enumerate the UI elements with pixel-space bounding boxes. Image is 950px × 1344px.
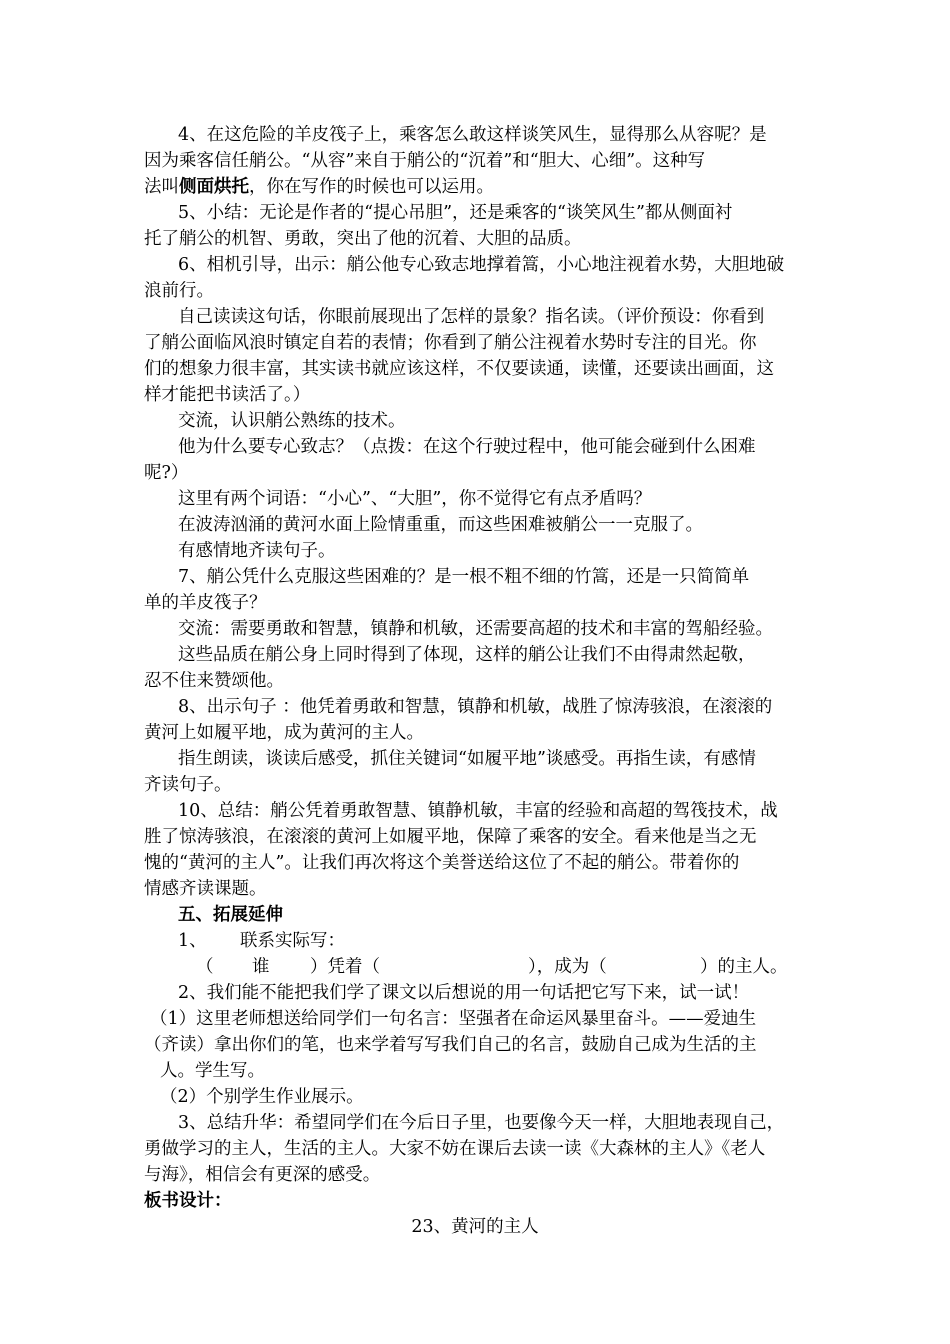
text-line: 因为乘客信任艄公。“从容”来自于艄公的“沉着”和“胆大、心细”。这种写 — [144, 151, 706, 171]
text-line: 情感齐读课题。 — [144, 879, 267, 899]
text-line: （齐读）拿出你们的笔，也来学着写写我们自己的名言，鼓励自己成为生活的主 — [144, 1035, 757, 1055]
text-line: 指生朗读，谈读后感受，抓住关键词“如履平地”谈感受。再指生读，有感情 — [178, 749, 756, 769]
text-line: 2、我们能不能把我们学了课文以后想说的用一句话把它写下来，试一试！ — [178, 983, 750, 1003]
text-line: 浪前行。 — [144, 281, 214, 301]
text-line — [144, 175, 494, 199]
board-title: 23、黄河的主人 — [411, 1217, 539, 1237]
section-heading: 五、拓展延伸 — [178, 905, 283, 925]
text-line: 交流，认识艄公熟练的技术。 — [178, 411, 406, 431]
text-line: 胜了惊涛骇浪，在滚滚的黄河上如履平地，保障了乘客的安全。看来他是当之无 — [144, 827, 757, 847]
bold-term: 侧面烘托 — [179, 177, 249, 197]
text-line: 愧的“黄河的主人”。让我们再次将这个美誉送给这位了不起的艄公。带着你的 — [144, 853, 740, 873]
text-line: 交流：需要勇敢和智慧，镇静和机敏，还需要高超的技术和丰富的驾船经验。 — [178, 619, 773, 639]
text-line: 在波涛汹涌的黄河水面上险情重重，而这些困难被艄公一一克服了。 — [178, 515, 703, 535]
text-line: （2）个别学生作业展示。 — [160, 1087, 364, 1107]
text-line: 黄河上如履平地，成为黄河的主人。 — [144, 723, 424, 743]
text-line: 8、出示句子 ：他凭着勇敢和智慧，镇静和机敏，战胜了惊涛骇浪，在滚滚的 — [178, 697, 773, 717]
text-line: 这些品质在艄公身上同时得到了体现，这样的艄公让我们不由得肃然起敬， — [178, 645, 756, 665]
text-line: 自己读读这句话，你眼前展现出了怎样的景象？指名读。（评价预设：你看到 — [178, 307, 765, 327]
text-line: 他为什么要专心致志？（点拨：在这个行驶过程中，他可能会碰到什么困难 — [178, 437, 756, 457]
text-line: 有感情地齐读句子。 — [178, 541, 336, 561]
text-run: 法叫 — [144, 177, 179, 197]
text-run: ，你在写作的时候也可以运用。 — [249, 177, 494, 197]
fill-blank-text: ）凭着（ — [310, 957, 380, 977]
fill-blank-word: 谁 — [252, 957, 270, 977]
text-line: （1）这里老师想送给同学们一句名言：坚强者在命运风暴里奋斗。——爱迪生 — [150, 1009, 757, 1029]
text-line: 与海》，相信会有更深的感受。 — [144, 1165, 381, 1185]
text-line: 联系实际写： — [240, 931, 345, 951]
fill-blank-open: （ — [196, 957, 214, 977]
fill-blank-text: ），成为（ — [528, 957, 607, 977]
text-line: 样才能把书读活了。） — [144, 385, 311, 405]
text-line: 5、小结：无论是作者的“提心吊胆”，还是乘客的“谈笑风生”都从侧面衬 — [178, 203, 733, 223]
text-line: 7、艄公凭什么克服这些困难的？是一根不粗不细的竹篙，还是一只简简单 — [178, 567, 750, 587]
text-line: 单的羊皮筏子？ — [144, 593, 267, 613]
text-line: 10、总结：艄公凭着勇敢智慧、镇静机敏，丰富的经验和高超的驾筏技术，战 — [178, 801, 778, 821]
text-line: 忍不住来赞颂他。 — [144, 671, 284, 691]
text-line: 这里有两个词语：“小心”、“大胆”，你不觉得它有点矛盾吗？ — [178, 489, 652, 509]
text-line: 齐读句子。 — [144, 775, 232, 795]
text-line: 了艄公面临风浪时镇定自若的表情；你看到了艄公注视着水势时专注的目光。你 — [144, 333, 757, 353]
text-line: 4、在这危险的羊皮筏子上，乘客怎么敢这样谈笑风生，显得那么从容呢？是 — [178, 125, 767, 145]
text-line: 1、 — [178, 931, 207, 951]
text-line: 托了艄公的机智、勇敢，突出了他的沉着、大胆的品质。 — [144, 229, 582, 249]
text-line: 3、总结升华：希望同学们在今后日子里，也要像今天一样，大胆地表现自己， — [178, 1113, 785, 1133]
text-line: 6、相机引导，出示：艄公他专心致志地撑着篙，小心地注视着水势，大胆地破 — [178, 255, 785, 275]
section-heading: 板书设计： — [144, 1191, 232, 1211]
text-line: 们的想象力很丰富，其实读书就应该这样，不仅要读通，读懂，还要读出画面，这 — [144, 359, 774, 379]
text-line: 人。学生写。 — [160, 1061, 265, 1081]
text-line: 呢?） — [144, 463, 189, 483]
fill-blank-text: ）的主人。 — [700, 957, 788, 977]
text-line: 勇做学习的主人，生活的主人。大家不妨在课后去读一读《大森林的主人》《老人 — [144, 1139, 766, 1159]
